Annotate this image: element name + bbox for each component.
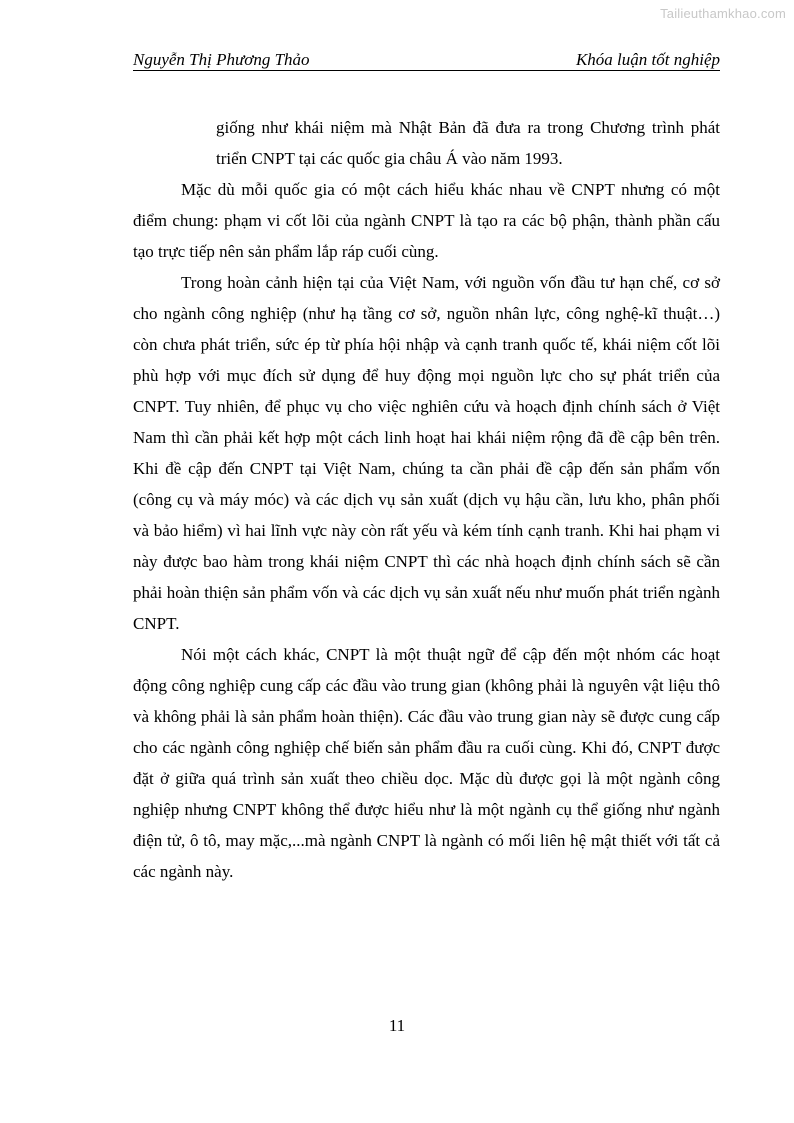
page-header [133, 50, 720, 71]
header-author: Nguyễn Thị Phương Thảo [133, 50, 310, 69]
paragraph-vietnam-context: Trong hoàn cảnh hiện tại của Việt Nam, với nguồn vốn đầu tư hạn chế, cơ sở cho ngành công nghiệp (như hạ tầng cơ sở, nguồn nhân lực, công nghệ-kĩ thuật…) còn chưa phát triển, sức ép từ phía hội nhập và cạnh tranh quốc tế, khái niệm cốt lõi phù hợp với mục đích sử dụng để huy động mọi nguồn lực cho sự phát triển của CNPT. Tuy nhiên, để phục vụ cho việc nghiên cứu và hoạch định chính sách ở Việt Nam thì cần phải kết hợp một cách linh hoạt hai khái niệm rộng đã đề cập bên trên. Khi đề cập đến CNPT tại Việt Nam, chúng ta cần phải đề cập đến sản phẩm vốn (công cụ và máy móc) và các dịch vụ sản xuất (dịch vụ hậu cần, lưu kho, phân phối và bảo hiểm) vì hai lĩnh vực này còn rất yếu và kém tính cạnh tranh. Khi hai phạm vi này được bao hàm trong khái niệm CNPT thì các nhà hoạch định chính sách sẽ cần phải hoàn thiện sản phẩm vốn và các dịch vụ sản xuất nếu như muốn phát triển ngành CNPT. [133, 273, 720, 633]
body-text [133, 112, 720, 887]
header-doc-type: Khóa luận tốt nghiệp [575, 50, 720, 69]
watermark-text: Tailieuthamkhao.com [660, 6, 786, 21]
paragraph-continuation: giống như khái niệm mà Nhật Bản đã đưa ra trong Chương trình phát triển CNPT tại các quốc gia châu Á vào năm 1993. [216, 118, 720, 168]
page-number: 11 [388, 1016, 406, 1035]
paragraph-definition: Nói một cách khác, CNPT là một thuật ngữ để cập đến một nhóm các hoạt động công nghiệp cung cấp các đầu vào trung gian (không phải là nguyên vật liệu thô và không phải là sản phẩm hoàn thiện). Các đầu vào trung gian này sẽ được cung cấp cho các ngành công nghiệp chế biến sản phẩm đầu ra cuối cùng. Khi đó, CNPT được đặt ở giữa quá trình sản xuất theo chiều dọc. Mặc dù được gọi là một ngành công nghiệp nhưng CNPT không thể được hiểu như là một ngành cụ thể giống như ngành điện tử, ô tô, may mặc,...mà ngành CNPT là ngành có mối liên hệ mật thiết với tất cả các ngành này. [133, 645, 720, 881]
paragraph-common-point: Mặc dù mỗi quốc gia có một cách hiểu khác nhau về CNPT nhưng có một điểm chung: phạm vi cốt lõi của ngành CNPT là tạo ra các bộ phận, thành phần cấu tạo trực tiếp nên sản phẩm lắp ráp cuối cùng. [133, 180, 720, 261]
